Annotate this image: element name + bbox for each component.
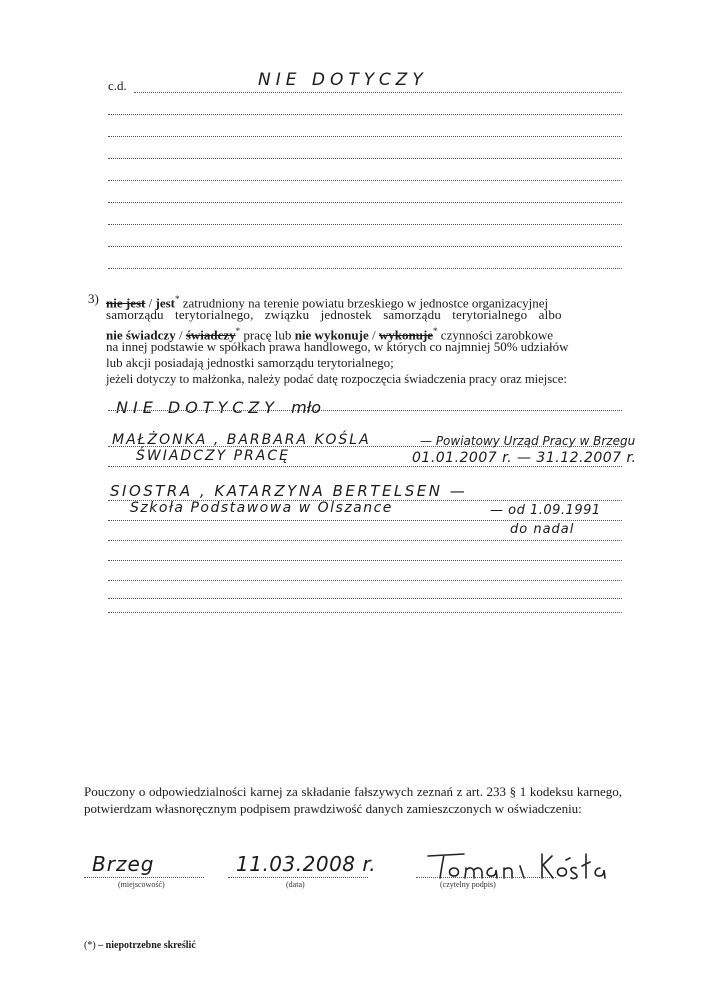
dotted-line [108, 158, 622, 159]
handwritten-answer-5a: Szkoła Podstawowa w Olszance [130, 500, 393, 516]
dotted-line [228, 877, 368, 878]
dotted-line [108, 520, 622, 521]
footnote-mark: * [433, 326, 438, 336]
section3-line4: na innej podstawie w spółkach prawa handlowego, w których co najmniej 50% udziałów [106, 339, 569, 354]
dotted-line [108, 202, 622, 203]
option-jest: jest [155, 295, 175, 311]
handwritten-answer-3b: 01.01.2007 r. — 31.12.2007 r. [412, 450, 637, 466]
section3-line3-end: czynności zarobkowe [440, 327, 554, 343]
dotted-line [134, 92, 622, 93]
handwritten-answer-5b: — od 1.09.1991 [490, 503, 601, 518]
place-value: Brzeg [92, 852, 155, 876]
handwritten-text: NIE DOTYCZY [116, 398, 279, 417]
dotted-line [84, 877, 204, 878]
dotted-line [108, 136, 622, 137]
section3-number: 3) [88, 291, 99, 306]
date-label: (data) [286, 880, 305, 889]
footnote-mark: (*) [84, 940, 96, 951]
footnote-text: – niepotrzebne skreślić [95, 940, 196, 951]
option-swiadczy: świadczy [185, 327, 236, 343]
section3-line3-text: pracę lub [243, 327, 292, 343]
date-value: 11.03.2008 r. [236, 852, 377, 876]
dotted-line [108, 180, 622, 181]
slash: / [145, 295, 156, 311]
signature-label: (czytelny podpis) [440, 880, 496, 889]
section3-line2: samorządu terytorialnego, związku jednostek samorządu terytorialnego albo [106, 307, 562, 322]
section3-line1-text: zatrudniony na terenie powiatu brzeskiego w jednostce organizacyjnej [182, 295, 549, 311]
option-nie-jest: nie jest [106, 295, 146, 311]
handwritten-answer-6: do nadal [510, 522, 575, 537]
dotted-line [108, 580, 622, 581]
slash: / [175, 327, 186, 343]
section3-line5: lub akcji posiadają jednostki samorządu terytorialnego; [106, 355, 394, 370]
dotted-line [416, 877, 556, 878]
dotted-line [108, 598, 622, 599]
option-wykonuje: wykonuje [378, 327, 434, 343]
dotted-line [108, 446, 622, 447]
dotted-line [108, 540, 622, 541]
dotted-line [108, 224, 622, 225]
dotted-line [108, 114, 622, 115]
declaration-text: Pouczony o odpowiedzialności karnej za składanie fałszywych zeznań z art. 233 § 1 kodeksu karnego, potwierdzam własnoręcznym podpisem prawdziwość danych zamieszczonych w oświadczeniu: [84, 784, 622, 816]
handwritten-answer-4: SIOSTRA , KATARZYNA BERTELSEN — [110, 482, 468, 500]
footnote-mark: * [174, 294, 180, 304]
footnote [84, 938, 196, 954]
section-c-answer: NIE DOTYCZY [258, 70, 428, 90]
handwritten-answer-1 [116, 398, 321, 417]
handwritten-answer-3a: ŚWIADCZY PRACĘ [136, 448, 290, 464]
place-label: (miejscowość) [118, 880, 165, 889]
handwritten-text: mło [291, 398, 322, 417]
section3-line6: jeżeli dotyczy to małżonka, należy podać datę rozpoczęcia świadczenia pracy oraz miejsce: [106, 372, 567, 386]
dotted-line [108, 560, 622, 561]
dotted-line [108, 410, 622, 411]
dotted-line [108, 246, 622, 247]
dotted-line [108, 268, 622, 269]
handwritten-answer-2b: — Powiatowy Urząd Pracy w Brzegu [420, 434, 636, 448]
dotted-line [108, 612, 622, 613]
section-c-label: c.d. [108, 78, 127, 93]
option-nie-wykonuje: nie wykonuje [294, 327, 369, 343]
handwritten-answer-2a: MAŁŻONKA , BARBARA KOŚLA [112, 432, 371, 448]
footnote-mark: * [235, 326, 241, 336]
option-nie-swiadczy: nie świadczy [106, 327, 176, 343]
slash: / [368, 327, 379, 343]
dotted-line [108, 466, 622, 467]
